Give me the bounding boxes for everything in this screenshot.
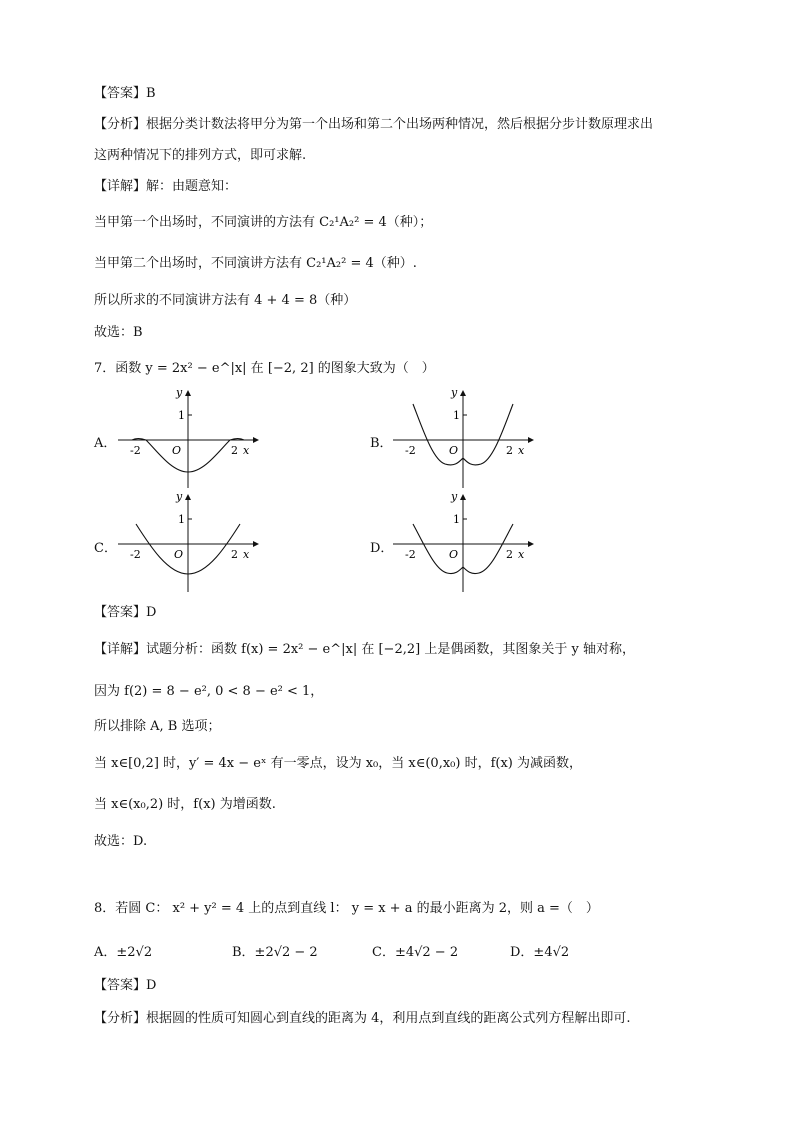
- graph-d-x-arrow: [528, 541, 534, 547]
- detail-line-q7-4: 当 x∈[0,2] 时，y′ = 4x − eˣ 有一零点，设为 x₀，当 x∈(0,x₀) 时，f(x) 为减函数，: [94, 756, 582, 771]
- graph-b-y-label: y: [451, 386, 458, 399]
- q7-option-b-label: B．: [370, 436, 393, 451]
- graph-b-x-label: x: [518, 444, 525, 457]
- graph-c-origin-label: O: [174, 548, 184, 561]
- graph-b-neg2-label: -2: [405, 444, 416, 457]
- graph-c-x-arrow: [253, 541, 259, 547]
- graph-d-y-label: y: [451, 490, 458, 503]
- graph-d-origin-label: O: [449, 548, 459, 561]
- q7-option-b-graph: [393, 386, 533, 490]
- graph-c-one-label: 1: [178, 513, 185, 526]
- analysis-line-q6-1: 【分析】根据分类计数法将甲分为第一个出场和第二个出场两种情况，然后根据分步计数原理求出: [94, 117, 654, 132]
- q7-option-d-graph: [393, 490, 533, 594]
- graph-b-one-label: 1: [453, 409, 460, 422]
- question-7-stem: 7．函数 y = 2x² − e^|x| 在 [−2, 2] 的图象大致为（ ）: [94, 361, 435, 376]
- graph-d-y-arrow: [460, 494, 466, 500]
- graph-d-one-label: 1: [453, 513, 460, 526]
- graph-b-pos2-label: 2: [506, 444, 513, 457]
- q7-option-c-label: C．: [94, 541, 117, 556]
- graph-c-neg2-label: -2: [130, 548, 141, 561]
- analysis-line-q8: 【分析】根据圆的性质可知圆心到直线的距离为 4，利用点到直线的距离公式列方程解出即可.: [94, 1011, 631, 1026]
- graph-a-svg: [118, 386, 258, 490]
- graph-a-x-arrow: [253, 437, 259, 443]
- graph-c-pos2-label: 2: [231, 548, 238, 561]
- q7-option-c-graph: [118, 490, 258, 594]
- choice-line-q6: 故选：B: [94, 325, 143, 340]
- q8-option-a: A．±2√2: [94, 945, 153, 960]
- graph-a-pos2-label: 2: [231, 444, 238, 457]
- analysis-line-q6-2: 这两种情况下的排列方式，即可求解.: [94, 148, 307, 163]
- graph-a-x-label: x: [243, 444, 250, 457]
- graph-b-y-arrow: [460, 390, 466, 396]
- graph-c-svg: [118, 490, 258, 594]
- graph-a-y-arrow: [185, 390, 191, 396]
- answer-line-q7: 【答案】D: [94, 605, 157, 620]
- detail-line-q7-2: 因为 f(2) = 8 − e², 0 < 8 − e² < 1，: [94, 684, 324, 699]
- graph-d-pos2-label: 2: [506, 548, 513, 561]
- q8-option-d: D．±4√2: [510, 945, 570, 960]
- answer-line-q8: 【答案】D: [94, 978, 157, 993]
- graph-b-svg: [393, 386, 533, 490]
- graph-a-one-label: 1: [178, 409, 185, 422]
- graph-c-y-label: y: [176, 490, 183, 503]
- answer-line-q6: 【答案】B: [94, 86, 156, 101]
- detail-line-q7-5: 当 x∈(x₀,2) 时，f(x) 为增函数.: [94, 797, 276, 812]
- q7-option-d-label: D．: [370, 541, 394, 556]
- choice-line-q7: 故选：D.: [94, 834, 148, 849]
- detail-line-q6-4: 所以所求的不同演讲方法有 4 + 4 = 8（种）: [94, 293, 357, 308]
- detail-line-q6-2: 当甲第一个出场时，不同演讲的方法有 C₂¹A₂² = 4（种）；: [94, 215, 433, 230]
- graph-b-origin-label: O: [449, 444, 459, 457]
- graph-b-x-arrow: [528, 437, 534, 443]
- graph-c-x-label: x: [243, 548, 250, 561]
- detail-line-q7-1: 【详解】试题分析：函数 f(x) = 2x² − e^|x| 在 [−2,2] 上是偶函数，其图象关于 y 轴对称，: [94, 642, 635, 657]
- graph-d-x-label: x: [518, 548, 525, 561]
- detail-line-q6-3: 当甲第二个出场时，不同演讲方法有 C₂¹A₂² = 4（种）.: [94, 256, 417, 271]
- detail-line-q6-1: 【详解】解：由题意知：: [94, 179, 238, 194]
- q7-option-a-label: A．: [94, 436, 117, 451]
- graph-a-y-label: y: [176, 386, 183, 399]
- q8-option-b: B．±2√2 − 2: [232, 945, 318, 960]
- graph-c-y-arrow: [185, 494, 191, 500]
- graph-d-neg2-label: -2: [405, 548, 416, 561]
- q7-option-a-graph: [118, 386, 258, 490]
- detail-line-q7-3: 所以排除 A, B 选项；: [94, 719, 221, 734]
- question-8-stem: 8．若圆 C： x² + y² = 4 上的点到直线 l： y = x + a 的最小距离为 2，则 a =（ ）: [94, 901, 599, 916]
- q8-option-c: C．±4√2 − 2: [372, 945, 459, 960]
- graph-d-svg: [393, 490, 533, 594]
- graph-a-neg2-label: -2: [130, 444, 141, 457]
- graph-a-origin-label: O: [172, 444, 182, 457]
